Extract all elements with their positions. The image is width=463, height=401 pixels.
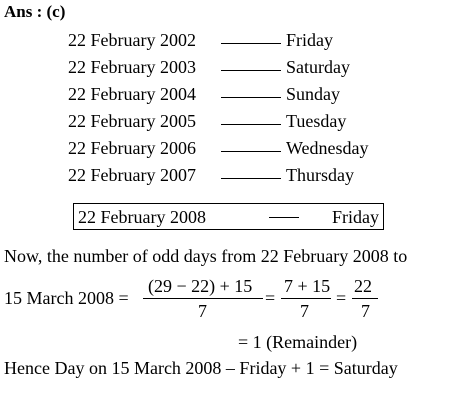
list-item-date: 22 February 2005 bbox=[68, 111, 196, 131]
conclusion-text: Hence Day on 15 March 2008 – Friday + 1 = Saturday bbox=[4, 358, 398, 378]
dash-connector bbox=[221, 97, 281, 98]
list-item-day: Wednesday bbox=[286, 138, 369, 158]
dash-connector bbox=[221, 70, 281, 71]
boxed-day: Friday bbox=[332, 207, 379, 227]
fraction-3-bar bbox=[352, 298, 378, 299]
fraction-1-bar bbox=[143, 298, 263, 299]
equation-lhs: 15 March 2008 = bbox=[4, 288, 129, 308]
fraction-2-denominator: 7 bbox=[300, 301, 309, 321]
list-item-date: 22 February 2006 bbox=[68, 138, 196, 158]
fraction-3-numerator: 22 bbox=[354, 276, 372, 296]
fraction-2-numerator: 7 + 15 bbox=[284, 276, 331, 296]
remainder-line: = 1 (Remainder) bbox=[238, 332, 358, 352]
dash-connector bbox=[221, 43, 281, 44]
fraction-2-bar bbox=[281, 298, 331, 299]
list-item-date: 22 February 2003 bbox=[68, 57, 196, 77]
equals-sign: = bbox=[336, 288, 347, 308]
boxed-row bbox=[73, 203, 384, 230]
dash-connector bbox=[269, 217, 299, 218]
list-item-day: Sunday bbox=[286, 84, 340, 104]
dash-connector bbox=[221, 151, 281, 152]
answer-heading: Ans : (c) bbox=[4, 2, 66, 21]
dash-connector bbox=[221, 124, 281, 125]
list-item-day: Saturday bbox=[286, 57, 350, 77]
paragraph-text: Now, the number of odd days from 22 February 2008 to bbox=[4, 246, 408, 266]
list-item-date: 22 February 2004 bbox=[68, 84, 196, 104]
fraction-3-denominator: 7 bbox=[361, 301, 370, 321]
fraction-1-denominator: 7 bbox=[198, 301, 207, 321]
boxed-date: 22 February 2008 bbox=[78, 207, 206, 227]
list-item-day: Friday bbox=[286, 30, 333, 50]
equals-sign: = bbox=[265, 288, 276, 308]
list-item-day: Tuesday bbox=[286, 111, 347, 131]
fraction-1-numerator: (29 − 22) + 15 bbox=[148, 276, 253, 296]
list-item-date: 22 February 2002 bbox=[68, 30, 196, 50]
list-item-day: Thursday bbox=[286, 165, 354, 185]
list-item-date: 22 February 2007 bbox=[68, 165, 196, 185]
dash-connector bbox=[221, 178, 281, 179]
